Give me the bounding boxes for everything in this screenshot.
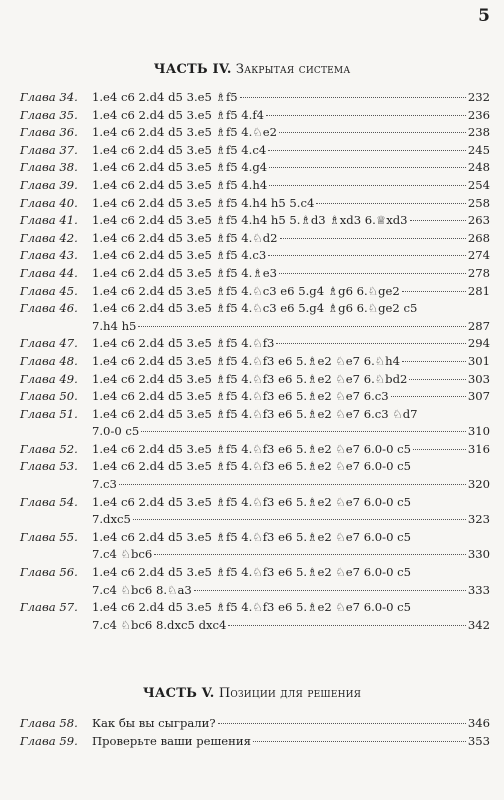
- toc-entry: [20, 231, 490, 249]
- page-ref: 320: [467, 477, 490, 492]
- toc-entry: [20, 336, 490, 354]
- page-ref: 274: [467, 248, 490, 263]
- toc-entry: [20, 196, 490, 214]
- leader-dots: [402, 361, 466, 362]
- toc-list-part-4: [20, 90, 490, 635]
- toc-entry-line: [92, 716, 490, 730]
- leader-dots: [266, 115, 466, 116]
- moves-text: 1.e4 c6 2.d4 d5 3.e5 ♗f5 4.h4 h5 5.♗d3 ♗xd3 6.♕xd3: [92, 213, 408, 228]
- toc-entry: [20, 389, 490, 407]
- leader-dots: [410, 220, 466, 221]
- toc-entry-line: [92, 196, 490, 210]
- toc-entry: [20, 108, 490, 126]
- chapter-label: Глава 45.: [20, 283, 78, 298]
- toc-entry: [20, 372, 490, 390]
- toc-entry: [20, 600, 490, 635]
- leader-dots: [269, 185, 466, 186]
- moves-text: Как бы вы сыграли?: [92, 716, 216, 730]
- moves-text: 1.e4 c6 2.d4 d5 3.e5 ♗f5 4.h4 h5 5.c4: [92, 195, 315, 210]
- chapter-label: Глава 42.: [20, 230, 78, 245]
- toc-entry-line: [92, 512, 490, 526]
- chapter-label: Глава 57.: [20, 600, 78, 615]
- chapter-label: Глава 48.: [20, 353, 78, 368]
- toc-entry: [20, 143, 490, 161]
- moves-text: 1.e4 c6 2.d4 d5 3.e5 ♗f5 4.c4: [92, 142, 267, 157]
- toc-entry: [20, 734, 490, 752]
- page-ref: 303: [467, 371, 490, 386]
- moves-text: 1.e4 c6 2.d4 d5 3.e5 ♗f5 4.c3: [92, 248, 267, 263]
- chapter-label: Глава 50.: [20, 389, 78, 404]
- chapter-label: Глава 52.: [20, 441, 78, 456]
- leader-dots: [253, 741, 466, 742]
- leader-dots: [316, 203, 466, 204]
- leader-dots: [268, 255, 466, 256]
- leader-dots: [409, 379, 465, 380]
- page-number: 5: [478, 6, 490, 26]
- moves-continuation: 7.0-0 c5: [92, 424, 140, 439]
- moves-text: 1.e4 c6 2.d4 d5 3.e5 ♗f5 4.♘c3 e6 5.g4 ♗g6 6.♘ge2 c5: [92, 301, 418, 316]
- chapter-label: Глава 39.: [20, 177, 78, 192]
- page-ref: 353: [467, 733, 490, 748]
- moves-continuation: 7.c3: [92, 477, 117, 492]
- moves-text: 1.e4 c6 2.d4 d5 3.e5 ♗f5 4.♘f3 e6 5.♗e2 ♘e7 6.0-0 c5: [92, 441, 412, 456]
- chapter-label: Глава 44.: [20, 265, 78, 280]
- moves-text: 1.e4 c6 2.d4 d5 3.e5 ♗f5 4.♘f3 e6 5.♗e2 ♘e7 6.♘bd2: [92, 371, 408, 386]
- toc-entry: [20, 407, 490, 442]
- toc-entry-line: [92, 143, 490, 157]
- page-ref: 248: [467, 160, 490, 175]
- toc-entry: [20, 248, 490, 266]
- page-ref: 301: [467, 353, 490, 368]
- leader-dots: [279, 273, 466, 274]
- moves-text: 1.e4 c6 2.d4 d5 3.e5 ♗f5 4.♘d2: [92, 230, 278, 245]
- leader-dots: [138, 326, 465, 327]
- toc-entry: [20, 284, 490, 302]
- toc-entry-line: [92, 231, 490, 245]
- moves-text: 1.e4 c6 2.d4 d5 3.e5 ♗f5 4.f4: [92, 107, 265, 122]
- moves-text: Проверьте ваши решения: [92, 733, 251, 748]
- toc-entry: [20, 160, 490, 178]
- page-ref: 333: [467, 582, 490, 597]
- toc-list-part-5: [20, 716, 490, 751]
- leader-dots: [279, 132, 466, 133]
- chapter-label: Глава 54.: [20, 494, 78, 509]
- page-ref: 268: [467, 230, 490, 245]
- chapter-label: Глава 41.: [20, 213, 78, 228]
- toc-entry: [20, 354, 490, 372]
- toc-entry-line: [92, 336, 490, 350]
- page-ref: 294: [467, 336, 490, 351]
- page-ref: 254: [467, 177, 490, 192]
- leader-dots: [154, 554, 466, 555]
- toc-entry-line: [92, 160, 490, 174]
- toc-entry-line: [92, 90, 490, 104]
- moves-text: 1.e4 c6 2.d4 d5 3.e5 ♗f5 4.♘f3 e6 5.♗e2 ♘e7 6.0-0 c5: [92, 600, 412, 615]
- moves-text: 1.e4 c6 2.d4 d5 3.e5 ♗f5 4.♘f3 e6 5.♗e2 ♘e7 6.c3: [92, 389, 389, 404]
- leader-dots: [141, 431, 466, 432]
- moves-text: 1.e4 c6 2.d4 d5 3.e5 ♗f5 4.♘e2: [92, 125, 277, 140]
- toc-entry: [20, 442, 490, 460]
- toc-entry-line: [92, 108, 490, 122]
- leader-dots: [194, 590, 466, 591]
- chapter-label: Глава 51.: [20, 406, 78, 421]
- page-ref: 307: [467, 389, 490, 404]
- page-ref: 281: [467, 283, 490, 298]
- toc-entry-line: [92, 319, 490, 333]
- toc-entry-line: [92, 424, 490, 438]
- page-ref: 287: [467, 318, 490, 333]
- part-name: Позиции для решения: [218, 686, 362, 701]
- toc-entry: [20, 125, 490, 143]
- chapter-label: Глава 58.: [20, 716, 78, 730]
- moves-text: 1.e4 c6 2.d4 d5 3.e5 ♗f5 4.♗e3: [92, 265, 277, 280]
- moves-text: 1.e4 c6 2.d4 d5 3.e5 ♗f5: [92, 90, 238, 104]
- toc-entry: [20, 716, 490, 734]
- leader-dots: [218, 723, 466, 724]
- chapter-label: Глава 36.: [20, 125, 78, 140]
- toc-entry-line: [92, 354, 490, 368]
- toc-entry-line: [92, 266, 490, 280]
- part-number: ЧАСТЬ IV.: [153, 62, 232, 77]
- part-name: Закрытая система: [235, 62, 351, 77]
- chapter-label: Глава 35.: [20, 107, 78, 122]
- chapter-label: Глава 56.: [20, 565, 78, 580]
- toc-entry-line: [92, 372, 490, 386]
- leader-dots: [269, 167, 466, 168]
- toc-entry: [20, 565, 490, 600]
- chapter-label: Глава 49.: [20, 371, 78, 386]
- moves-text: 1.e4 c6 2.d4 d5 3.e5 ♗f5 4.♘f3 e6 5.♗e2 ♘e7 6.0-0 c5: [92, 459, 412, 474]
- toc-entry-line: [92, 125, 490, 139]
- leader-dots: [413, 449, 466, 450]
- moves-continuation: 7.c4 ♘bc6 8.dxc5 dxc4: [92, 617, 227, 632]
- toc-entry-line: [92, 213, 490, 227]
- chapter-label: Глава 34.: [20, 90, 78, 104]
- moves-text: 1.e4 c6 2.d4 d5 3.e5 ♗f5 4.♘f3 e6 5.♗e2 ♘e7 6.c3 ♘d7: [92, 406, 418, 421]
- moves-continuation: 7.h4 h5: [92, 318, 137, 333]
- chapter-label: Глава 38.: [20, 160, 78, 175]
- moves-text: 1.e4 c6 2.d4 d5 3.e5 ♗f5 4.♘f3 e6 5.♗e2 ♘e7 6.0-0 c5: [92, 494, 412, 509]
- leader-dots: [268, 150, 466, 151]
- leader-dots: [276, 343, 465, 344]
- toc-entry-line: [92, 477, 490, 491]
- page-ref: 346: [467, 716, 490, 730]
- moves-continuation: 7.c4 ♘bc6 8.♘a3: [92, 582, 192, 597]
- toc-entry-line: [92, 284, 490, 298]
- page-ref: 342: [467, 617, 490, 632]
- page-ref: 330: [467, 547, 490, 562]
- moves-text: 1.e4 c6 2.d4 d5 3.e5 ♗f5 4.♘f3 e6 5.♗e2 ♘e7 6.♘h4: [92, 353, 401, 368]
- page-ref: 245: [467, 142, 490, 157]
- toc-entry-line: [92, 389, 490, 403]
- chapter-label: Глава 40.: [20, 195, 78, 210]
- toc-entry: [20, 178, 490, 196]
- page-ref: 310: [467, 424, 490, 439]
- leader-dots: [240, 97, 466, 98]
- leader-dots: [391, 396, 466, 397]
- leader-dots: [228, 625, 465, 626]
- chapter-label: Глава 47.: [20, 336, 78, 351]
- toc-entry-line: [92, 618, 490, 632]
- moves-text: 1.e4 c6 2.d4 d5 3.e5 ♗f5 4.g4: [92, 160, 268, 175]
- chapter-label: Глава 37.: [20, 142, 78, 157]
- leader-dots: [402, 291, 466, 292]
- page-ref: 258: [467, 195, 490, 210]
- toc-entry: [20, 495, 490, 530]
- leader-dots: [119, 484, 466, 485]
- toc-entry: [20, 459, 490, 494]
- toc-entry: [20, 301, 490, 336]
- toc-entry-line: [92, 547, 490, 561]
- page-ref: 278: [467, 265, 490, 280]
- toc-entry: [20, 90, 490, 108]
- chapter-label: Глава 55.: [20, 529, 78, 544]
- chapter-label: Глава 59.: [20, 733, 78, 748]
- leader-dots: [280, 238, 466, 239]
- part-number: ЧАСТЬ V.: [142, 686, 215, 701]
- chapter-label: Глава 46.: [20, 301, 78, 316]
- toc-entry: [20, 213, 490, 231]
- page-ref: 323: [467, 512, 490, 527]
- toc-entry-line: [92, 178, 490, 192]
- toc-entry-line: [92, 442, 490, 456]
- page-ref: 232: [467, 90, 490, 104]
- page-ref: 263: [467, 213, 490, 228]
- toc-entry-line: [92, 583, 490, 597]
- chapter-label: Глава 53.: [20, 459, 78, 474]
- moves-text: 1.e4 c6 2.d4 d5 3.e5 ♗f5 4.♘f3 e6 5.♗e2 ♘e7 6.0-0 c5: [92, 565, 412, 580]
- moves-continuation: 7.c4 ♘bc6: [92, 547, 153, 562]
- moves-text: 1.e4 c6 2.d4 d5 3.e5 ♗f5 4.♘f3: [92, 336, 275, 351]
- leader-dots: [133, 519, 466, 520]
- moves-text: 1.e4 c6 2.d4 d5 3.e5 ♗f5 4.h4: [92, 177, 268, 192]
- page-ref: 316: [467, 441, 490, 456]
- toc-entry: [20, 530, 490, 565]
- part-title-4: [0, 62, 504, 77]
- moves-continuation: 7.dxc5: [92, 512, 131, 527]
- page-ref: 238: [467, 125, 490, 140]
- part-title-5: [0, 686, 504, 701]
- toc-entry: [20, 266, 490, 284]
- toc-entry-line: [92, 734, 490, 748]
- toc-entry-line: [92, 248, 490, 262]
- moves-text: 1.e4 c6 2.d4 d5 3.e5 ♗f5 4.♘c3 e6 5.g4 ♗g6 6.♘ge2: [92, 283, 400, 298]
- chapter-label: Глава 43.: [20, 248, 78, 263]
- moves-text: 1.e4 c6 2.d4 d5 3.e5 ♗f5 4.♘f3 e6 5.♗e2 ♘e7 6.0-0 c5: [92, 529, 412, 544]
- page-ref: 236: [467, 107, 490, 122]
